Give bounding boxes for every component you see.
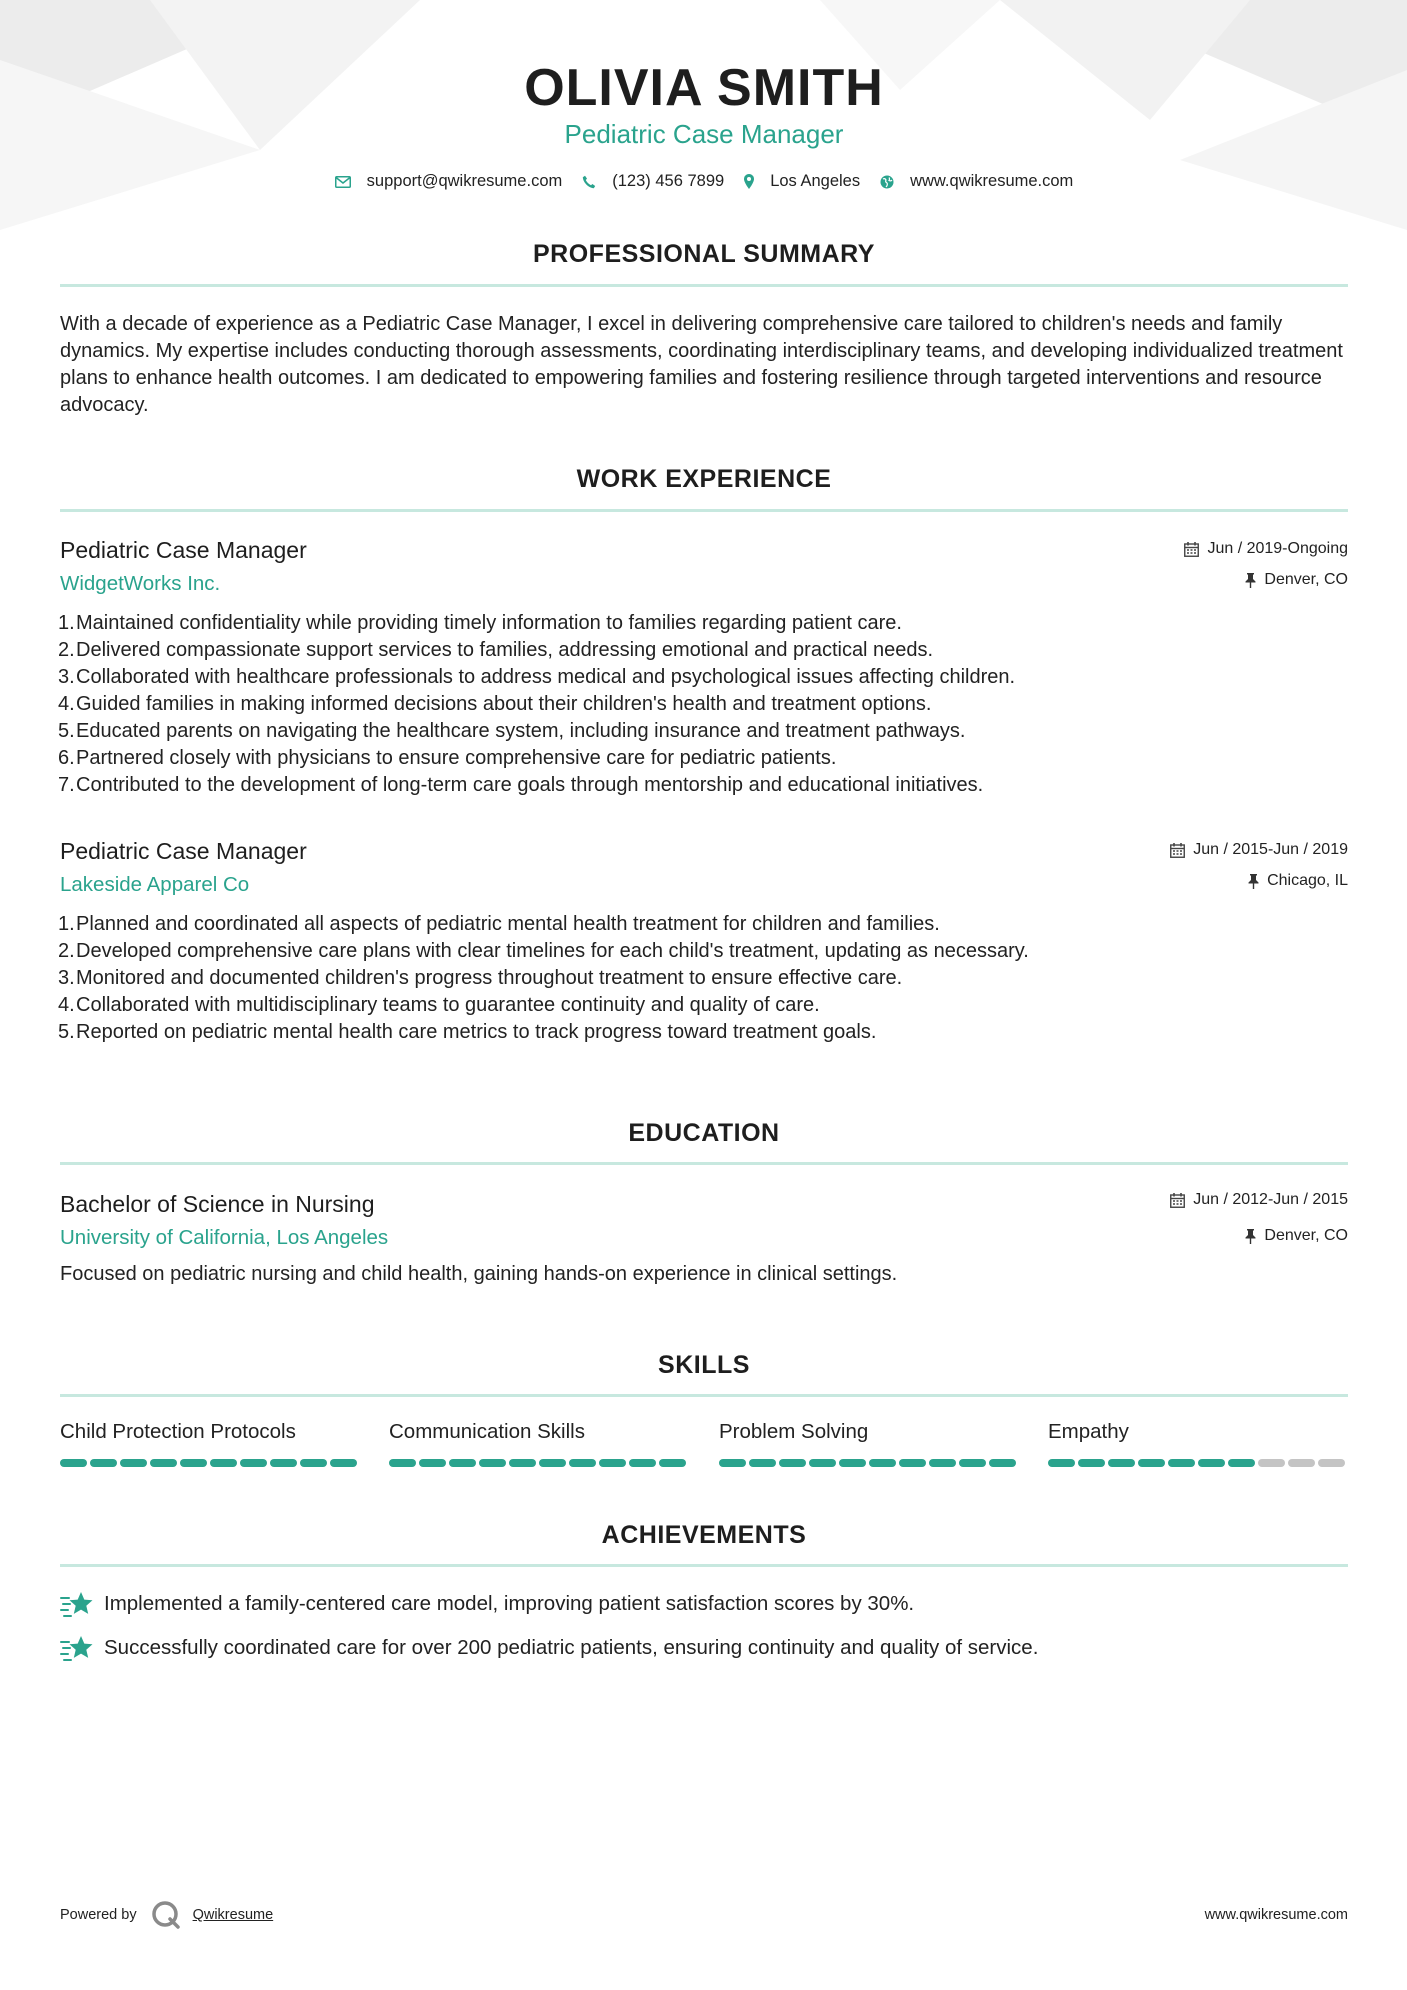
list-item: 5.Educated parents on navigating the healthcare system, including insurance and treatment pathways.: [58, 720, 966, 742]
contact-phone[interactable]: [582, 172, 724, 191]
list-item: 1.Maintained confidentiality while providing timely information to families regarding patient care.: [58, 612, 902, 634]
skill-item: [1048, 1420, 1348, 1444]
skill-rating-segment: [839, 1459, 866, 1467]
job-bullet-list: [60, 610, 1015, 799]
skill-rating-segment: [1078, 1459, 1105, 1467]
skill-rating-segment: [1288, 1459, 1315, 1467]
job-location-text: Chicago, IL: [1267, 872, 1348, 889]
calendar-icon: [1170, 843, 1185, 858]
skill-rating-bar: [719, 1459, 1019, 1467]
skill-rating-segment: [1228, 1459, 1255, 1467]
candidate-title: Pediatric Case Manager: [564, 119, 844, 149]
skill-rating-segment: [599, 1459, 626, 1467]
section-title-summary: PROFESSIONAL SUMMARY: [533, 240, 875, 268]
job-bullet-list: [60, 911, 1029, 1046]
skill-rating-segment: [1138, 1459, 1165, 1467]
skill-rating-segment: [90, 1459, 117, 1467]
skill-rating-segment: [629, 1459, 656, 1467]
section-title-skills: SKILLS: [658, 1351, 750, 1379]
skill-name: Problem Solving: [719, 1420, 869, 1443]
qwikresume-link[interactable]: Qwikresume: [192, 1907, 274, 1923]
contact-bar: [60, 172, 1348, 191]
skill-rating-segment: [1168, 1459, 1195, 1467]
skill-rating-segment: [330, 1459, 357, 1467]
skill-name: Empathy: [1048, 1420, 1129, 1443]
skill-rating-segment: [989, 1459, 1016, 1467]
list-item: 4.Collaborated with multidisciplinary teams to guarantee continuity and quality of care.: [58, 994, 820, 1016]
star-icon: [60, 1590, 94, 1618]
calendar-icon: [1184, 542, 1199, 557]
job-title: Pediatric Case Manager: [60, 838, 307, 864]
skill-rating-segment: [449, 1459, 476, 1467]
skill-rating-segment: [1048, 1459, 1075, 1467]
contact-location-text: Los Angeles: [770, 172, 861, 190]
pushpin-icon: [1245, 1229, 1256, 1244]
achievement-text: Successfully coordinated care for over 200 pediatric patients, ensuring continuity and quality of service.: [104, 1636, 1039, 1659]
skill-rating-segment: [270, 1459, 297, 1467]
skill-rating-segment: [479, 1459, 506, 1467]
job-date-text: Jun / 2019-Ongoing: [1207, 540, 1348, 557]
degree-title: Bachelor of Science in Nursing: [60, 1191, 375, 1217]
skill-rating-segment: [539, 1459, 566, 1467]
skill-rating-segment: [719, 1459, 746, 1467]
contact-email-text: support@qwikresume.com: [366, 172, 563, 190]
skill-rating-segment: [300, 1459, 327, 1467]
skill-rating-segment: [210, 1459, 237, 1467]
skill-rating-segment: [419, 1459, 446, 1467]
pushpin-icon: [1245, 573, 1256, 588]
globe-icon: [880, 175, 894, 189]
candidate-name: OLIVIA SMITH: [524, 59, 884, 117]
education-date-text: Jun / 2012-Jun / 2015: [1193, 1191, 1348, 1208]
section-divider: [60, 284, 1348, 287]
skill-rating-bar: [389, 1459, 689, 1467]
footer-url[interactable]: www.qwikresume.com: [1204, 1907, 1348, 1923]
section-title-experience: WORK EXPERIENCE: [576, 465, 832, 493]
job-company: WidgetWorks Inc.: [60, 572, 221, 595]
star-icon: [60, 1634, 94, 1662]
list-item: 6.Partnered closely with physicians to ensure comprehensive care for pediatric patients.: [58, 747, 837, 769]
skill-rating-bar: [60, 1459, 360, 1467]
skill-rating-segment: [1198, 1459, 1225, 1467]
skill-rating-segment: [389, 1459, 416, 1467]
skill-rating-segment: [659, 1459, 686, 1467]
skill-rating-segment: [959, 1459, 986, 1467]
skill-name: Communication Skills: [389, 1420, 585, 1443]
skill-name: Child Protection Protocols: [60, 1420, 296, 1443]
list-item: 5.Reported on pediatric mental health care metrics to track progress toward treatment goals.: [58, 1021, 877, 1043]
envelope-icon: [335, 176, 351, 188]
skill-rating-segment: [869, 1459, 896, 1467]
list-item: 4.Guided families in making informed decisions about their children's health and treatment options.: [58, 693, 932, 715]
job-company: Lakeside Apparel Co: [60, 873, 250, 896]
section-divider: [60, 509, 1348, 512]
achievement-text: Implemented a family-centered care model, improving patient satisfaction scores by 30%.: [104, 1592, 915, 1615]
list-item: 1.Planned and coordinated all aspects of pediatric mental health treatment for children and families.: [58, 913, 940, 935]
qwikresume-logo-icon: [151, 1900, 181, 1930]
contact-email[interactable]: [335, 172, 563, 191]
achievement-item: [60, 1590, 914, 1618]
skill-rating-segment: [509, 1459, 536, 1467]
skill-rating-segment: [929, 1459, 956, 1467]
calendar-icon: [1170, 1193, 1185, 1208]
skill-rating-segment: [1318, 1459, 1345, 1467]
section-divider: [60, 1394, 1348, 1397]
skill-item: [389, 1420, 689, 1444]
pushpin-icon: [1248, 874, 1259, 889]
skill-rating-bar: [1048, 1459, 1348, 1467]
section-title-education: EDUCATION: [628, 1119, 780, 1147]
school-name: University of California, Los Angeles: [60, 1226, 389, 1249]
powered-by-label: Powered by: [60, 1907, 137, 1923]
list-item: 7.Contributed to the development of long-term care goals through mentorship and educational initiatives.: [58, 774, 984, 796]
list-item: 3.Monitored and documented children's progress throughout treatment to ensure effective care.: [58, 967, 903, 989]
job-location-text: Denver, CO: [1264, 571, 1348, 588]
footer-branding: [60, 1900, 273, 1930]
job-location: [1248, 872, 1348, 890]
skill-rating-segment: [809, 1459, 836, 1467]
section-title-achievements: ACHIEVEMENTS: [601, 1521, 807, 1549]
skill-rating-segment: [1258, 1459, 1285, 1467]
skill-rating-segment: [60, 1459, 87, 1467]
skill-rating-segment: [180, 1459, 207, 1467]
phone-icon: [582, 175, 596, 189]
section-divider: [60, 1564, 1348, 1567]
education-description: Focused on pediatric nursing and child health, gaining hands-on experience in clinical settings.: [60, 1263, 898, 1285]
achievement-item: [60, 1634, 1038, 1662]
skill-rating-segment: [240, 1459, 267, 1467]
skill-rating-segment: [569, 1459, 596, 1467]
summary-text: With a decade of experience as a Pediatric Case Manager, I excel in delivering comprehensive care tailored to children's needs and family dynamics. My expertise includes conducting thorough assessments, coordinating interdisciplinary teams, and developing individualized treatment plans to enhance health outcomes. I am dedicated to empowering families and fostering resilience through targeted interventions and resource advocacy.: [60, 313, 1343, 416]
list-item: 3.Collaborated with healthcare professionals to address medical and psychological issues affecting children.: [58, 666, 1016, 688]
job-date: [1184, 540, 1348, 558]
job-date-text: Jun / 2015-Jun / 2019: [1193, 841, 1348, 858]
job-title: Pediatric Case Manager: [60, 537, 307, 563]
job-date: [1170, 841, 1348, 859]
skill-rating-segment: [1108, 1459, 1135, 1467]
skill-rating-segment: [749, 1459, 776, 1467]
map-pin-icon: [744, 174, 754, 189]
list-item: 2.Developed comprehensive care plans with clear timelines for each child's treatment, updating as necessary.: [58, 940, 1029, 962]
skill-item: [719, 1420, 1019, 1444]
skill-rating-segment: [150, 1459, 177, 1467]
contact-website-text: www.qwikresume.com: [910, 172, 1074, 190]
education-location-text: Denver, CO: [1264, 1227, 1348, 1244]
skill-rating-segment: [120, 1459, 147, 1467]
contact-location: [744, 172, 860, 191]
skill-rating-segment: [899, 1459, 926, 1467]
education-location: [1245, 1227, 1348, 1245]
skill-item: [60, 1420, 360, 1444]
education-date: [1170, 1191, 1348, 1209]
contact-website[interactable]: [880, 172, 1073, 191]
section-divider: [60, 1162, 1348, 1165]
job-location: [1245, 571, 1348, 589]
list-item: 2.Delivered compassionate support services to families, addressing emotional and practical needs.: [58, 639, 934, 661]
contact-phone-text: (123) 456 7899: [612, 172, 725, 190]
skill-rating-segment: [779, 1459, 806, 1467]
